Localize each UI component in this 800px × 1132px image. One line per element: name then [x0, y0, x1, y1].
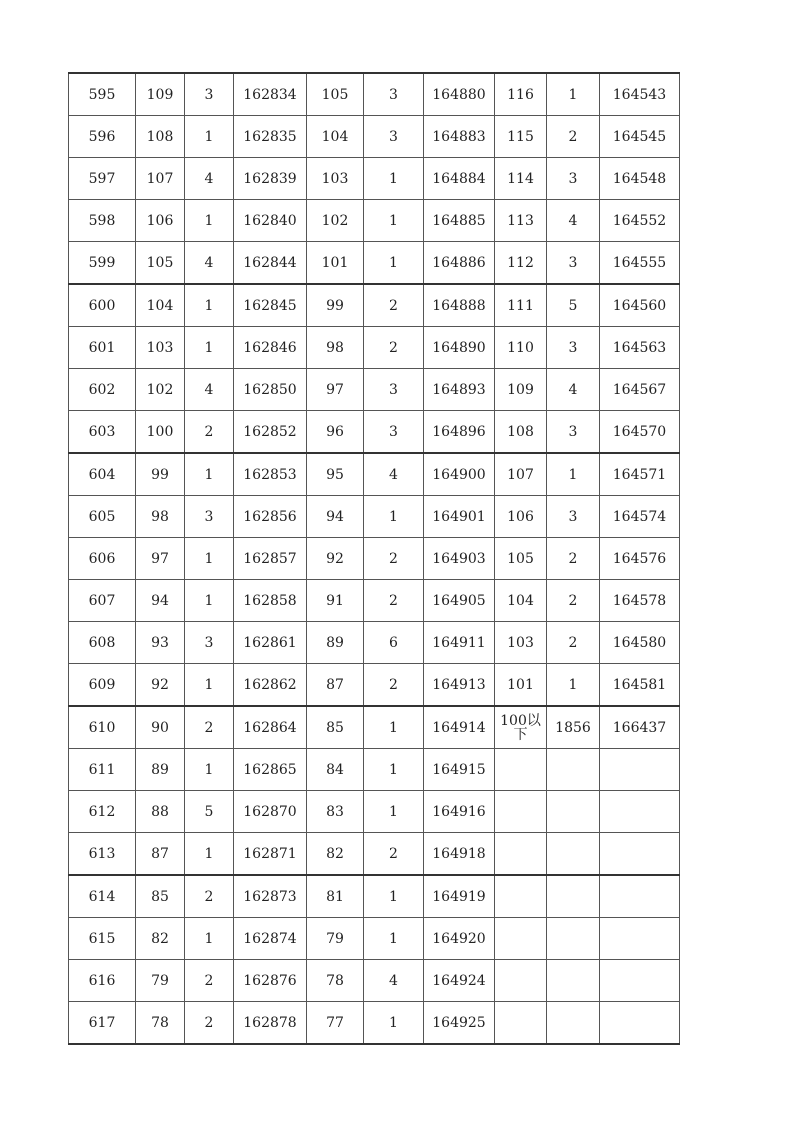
table-cell: 1 [185, 918, 234, 960]
table-cell: 613 [69, 833, 136, 876]
table-cell: 105 [307, 73, 364, 116]
table-cell: 166437 [600, 706, 680, 749]
table-cell [547, 749, 600, 791]
table-cell: 605 [69, 496, 136, 538]
table-cell: 164900 [424, 453, 495, 496]
table-body [69, 73, 680, 1044]
table-cell: 606 [69, 538, 136, 580]
table-row [69, 411, 680, 454]
table-row [69, 242, 680, 285]
table-cell: 4 [185, 242, 234, 285]
table-row [69, 200, 680, 242]
table-cell: 87 [136, 833, 185, 876]
table-cell: 106 [136, 200, 185, 242]
table-cell: 105 [495, 538, 547, 580]
table-cell: 1 [185, 580, 234, 622]
table-cell: 97 [136, 538, 185, 580]
table-cell: 110 [495, 327, 547, 369]
table-cell: 2 [185, 411, 234, 454]
table-cell: 94 [136, 580, 185, 622]
table-cell: 79 [136, 960, 185, 1002]
table-cell: 614 [69, 875, 136, 918]
table-row [69, 875, 680, 918]
table-cell: 109 [136, 73, 185, 116]
table-cell: 164578 [600, 580, 680, 622]
table-row [69, 496, 680, 538]
table-cell: 164884 [424, 158, 495, 200]
table-cell: 103 [307, 158, 364, 200]
table-cell: 596 [69, 116, 136, 158]
table-cell [495, 749, 547, 791]
table-cell: 96 [307, 411, 364, 454]
table-cell: 162870 [234, 791, 307, 833]
table-cell: 3 [185, 496, 234, 538]
table-cell: 4 [185, 158, 234, 200]
table-cell: 115 [495, 116, 547, 158]
table-row [69, 622, 680, 664]
table-cell: 1 [547, 73, 600, 116]
table-cell [600, 918, 680, 960]
table-cell: 91 [307, 580, 364, 622]
table-cell: 77 [307, 1002, 364, 1045]
table-cell: 164885 [424, 200, 495, 242]
table-cell: 3 [185, 622, 234, 664]
table-cell: 109 [495, 369, 547, 411]
table-cell: 1 [185, 453, 234, 496]
table-cell: 600 [69, 284, 136, 327]
table-row [69, 664, 680, 707]
table-cell [547, 960, 600, 1002]
table-cell: 162878 [234, 1002, 307, 1045]
table-cell: 162873 [234, 875, 307, 918]
table-cell [547, 1002, 600, 1045]
table-cell: 98 [136, 496, 185, 538]
table-cell: 162857 [234, 538, 307, 580]
table-cell: 164925 [424, 1002, 495, 1045]
table-cell: 1 [364, 1002, 424, 1045]
table-cell: 101 [307, 242, 364, 285]
table-cell: 2 [364, 327, 424, 369]
table-cell: 2 [364, 580, 424, 622]
table-cell: 3 [364, 369, 424, 411]
table-cell: 5 [547, 284, 600, 327]
table-cell: 164581 [600, 664, 680, 707]
table-cell: 97 [307, 369, 364, 411]
table-cell: 162834 [234, 73, 307, 116]
table-cell: 98 [307, 327, 364, 369]
table-cell: 89 [307, 622, 364, 664]
table-cell: 1 [185, 538, 234, 580]
table-cell: 615 [69, 918, 136, 960]
table-cell: 4 [364, 960, 424, 1002]
table-cell: 90 [136, 706, 185, 749]
table-cell: 164570 [600, 411, 680, 454]
table-cell: 164903 [424, 538, 495, 580]
table-cell: 164545 [600, 116, 680, 158]
table-cell: 3 [364, 116, 424, 158]
table-cell: 100 [136, 411, 185, 454]
table-row [69, 580, 680, 622]
table-row [69, 284, 680, 327]
table-cell: 162839 [234, 158, 307, 200]
table-cell: 100以下 [495, 706, 547, 749]
table-row [69, 73, 680, 116]
table-cell: 2 [185, 875, 234, 918]
table-cell [495, 1002, 547, 1045]
table-cell: 104 [136, 284, 185, 327]
table-row [69, 960, 680, 1002]
table-cell: 101 [495, 664, 547, 707]
table-cell: 82 [307, 833, 364, 876]
table-cell: 162845 [234, 284, 307, 327]
table-cell: 2 [364, 538, 424, 580]
table-cell: 597 [69, 158, 136, 200]
table-cell: 78 [136, 1002, 185, 1045]
table-cell: 1 [364, 200, 424, 242]
table-cell: 2 [185, 1002, 234, 1045]
table-cell: 162876 [234, 960, 307, 1002]
table-cell: 162861 [234, 622, 307, 664]
table-row [69, 369, 680, 411]
table-cell [495, 875, 547, 918]
table-cell: 1 [547, 664, 600, 707]
table-cell: 2 [185, 706, 234, 749]
table-cell: 1 [364, 706, 424, 749]
table-cell: 162874 [234, 918, 307, 960]
table-cell: 164916 [424, 791, 495, 833]
table-cell: 162853 [234, 453, 307, 496]
table-cell: 107 [136, 158, 185, 200]
table-cell: 595 [69, 73, 136, 116]
table-cell: 164888 [424, 284, 495, 327]
table-cell: 102 [307, 200, 364, 242]
table-cell: 92 [136, 664, 185, 707]
table-cell: 611 [69, 749, 136, 791]
table-cell [495, 833, 547, 876]
table-cell: 105 [136, 242, 185, 285]
table-cell: 164574 [600, 496, 680, 538]
table-cell: 2 [364, 284, 424, 327]
table-cell: 164563 [600, 327, 680, 369]
table-cell: 162835 [234, 116, 307, 158]
table-cell: 162852 [234, 411, 307, 454]
table-cell: 598 [69, 200, 136, 242]
table-cell: 3 [364, 411, 424, 454]
table-cell: 3 [185, 73, 234, 116]
table-cell: 2 [364, 833, 424, 876]
table-cell: 93 [136, 622, 185, 664]
table-cell: 84 [307, 749, 364, 791]
table-cell: 85 [136, 875, 185, 918]
table-cell: 94 [307, 496, 364, 538]
table-cell: 1 [185, 664, 234, 707]
table-cell: 162864 [234, 706, 307, 749]
table-cell: 108 [495, 411, 547, 454]
table-cell [495, 918, 547, 960]
table-cell: 164893 [424, 369, 495, 411]
table-cell [600, 749, 680, 791]
table-cell: 164905 [424, 580, 495, 622]
table-cell: 609 [69, 664, 136, 707]
table-row [69, 706, 680, 749]
table-row [69, 791, 680, 833]
table-cell: 164896 [424, 411, 495, 454]
table-cell: 164886 [424, 242, 495, 285]
table-cell: 103 [495, 622, 547, 664]
table-cell: 608 [69, 622, 136, 664]
table-cell: 79 [307, 918, 364, 960]
table-cell: 104 [307, 116, 364, 158]
table-cell: 2 [547, 538, 600, 580]
table-cell: 164883 [424, 116, 495, 158]
table-row [69, 749, 680, 791]
table-cell: 164914 [424, 706, 495, 749]
table-cell: 1 [364, 875, 424, 918]
table-cell: 81 [307, 875, 364, 918]
table-cell: 1 [364, 242, 424, 285]
table-cell: 103 [136, 327, 185, 369]
table-cell: 2 [547, 580, 600, 622]
table-cell: 162865 [234, 749, 307, 791]
table-cell: 610 [69, 706, 136, 749]
table-row [69, 833, 680, 876]
table-cell: 88 [136, 791, 185, 833]
table-cell: 162871 [234, 833, 307, 876]
table-cell: 87 [307, 664, 364, 707]
table-cell: 2 [185, 960, 234, 1002]
table-cell: 4 [547, 200, 600, 242]
table-cell: 164552 [600, 200, 680, 242]
table-cell: 616 [69, 960, 136, 1002]
table-cell [547, 791, 600, 833]
table-row [69, 918, 680, 960]
table-cell: 599 [69, 242, 136, 285]
table-cell: 164880 [424, 73, 495, 116]
table-cell: 2 [547, 116, 600, 158]
table-cell: 99 [136, 453, 185, 496]
table-cell [600, 833, 680, 876]
table-cell: 2 [547, 622, 600, 664]
table-cell: 604 [69, 453, 136, 496]
table-cell: 3 [547, 158, 600, 200]
table-cell: 164571 [600, 453, 680, 496]
table-cell: 602 [69, 369, 136, 411]
table-cell: 164548 [600, 158, 680, 200]
table-cell: 102 [136, 369, 185, 411]
table-cell: 162856 [234, 496, 307, 538]
table-cell: 89 [136, 749, 185, 791]
table-cell: 617 [69, 1002, 136, 1045]
table-cell: 83 [307, 791, 364, 833]
table-cell: 164580 [600, 622, 680, 664]
table-cell: 113 [495, 200, 547, 242]
table-cell: 4 [364, 453, 424, 496]
table-cell: 111 [495, 284, 547, 327]
table-cell: 164567 [600, 369, 680, 411]
table-cell: 164555 [600, 242, 680, 285]
table-cell: 3 [547, 327, 600, 369]
table-cell: 114 [495, 158, 547, 200]
table-row [69, 1002, 680, 1045]
table-cell: 1 [364, 918, 424, 960]
table-cell: 1 [364, 158, 424, 200]
table-cell: 6 [364, 622, 424, 664]
table-cell: 162858 [234, 580, 307, 622]
table-cell: 601 [69, 327, 136, 369]
table-cell: 106 [495, 496, 547, 538]
table-cell: 99 [307, 284, 364, 327]
table-cell: 1 [547, 453, 600, 496]
table-cell: 1 [185, 200, 234, 242]
table-cell: 164918 [424, 833, 495, 876]
score-distribution-table [68, 72, 680, 1045]
table-cell: 164924 [424, 960, 495, 1002]
table-cell: 164890 [424, 327, 495, 369]
table-cell: 164543 [600, 73, 680, 116]
table-cell: 78 [307, 960, 364, 1002]
table-cell: 1 [185, 116, 234, 158]
table-cell: 164913 [424, 664, 495, 707]
table-cell: 2 [364, 664, 424, 707]
table-cell: 607 [69, 580, 136, 622]
table-row [69, 327, 680, 369]
table-cell: 85 [307, 706, 364, 749]
table-cell: 164911 [424, 622, 495, 664]
table-cell [600, 875, 680, 918]
table-cell: 603 [69, 411, 136, 454]
table-cell: 164915 [424, 749, 495, 791]
table-cell [495, 791, 547, 833]
table-cell: 164576 [600, 538, 680, 580]
table-cell [600, 791, 680, 833]
table-cell [600, 1002, 680, 1045]
table-cell: 3 [364, 73, 424, 116]
table-row [69, 453, 680, 496]
table-cell: 112 [495, 242, 547, 285]
table-cell: 3 [547, 496, 600, 538]
table-cell: 1856 [547, 706, 600, 749]
table-cell: 1 [185, 327, 234, 369]
table-cell: 5 [185, 791, 234, 833]
table-row [69, 116, 680, 158]
table-cell: 1 [364, 496, 424, 538]
table-cell: 3 [547, 242, 600, 285]
table-cell [600, 960, 680, 1002]
table-cell: 4 [547, 369, 600, 411]
table-cell: 162846 [234, 327, 307, 369]
table-cell: 1 [185, 284, 234, 327]
table-cell [547, 918, 600, 960]
table-cell: 104 [495, 580, 547, 622]
table-cell: 3 [547, 411, 600, 454]
table-cell: 1 [364, 749, 424, 791]
table-cell: 162862 [234, 664, 307, 707]
table-cell: 1 [185, 833, 234, 876]
table-cell: 108 [136, 116, 185, 158]
table-cell: 612 [69, 791, 136, 833]
table-cell: 107 [495, 453, 547, 496]
table-cell: 164560 [600, 284, 680, 327]
table-cell: 116 [495, 73, 547, 116]
table-cell: 92 [307, 538, 364, 580]
table-row [69, 538, 680, 580]
table-cell: 162840 [234, 200, 307, 242]
table-cell: 82 [136, 918, 185, 960]
table-cell: 162850 [234, 369, 307, 411]
table-row [69, 158, 680, 200]
table-cell [495, 960, 547, 1002]
table-cell [547, 833, 600, 876]
table-cell [547, 875, 600, 918]
table-cell: 164920 [424, 918, 495, 960]
table-cell: 1 [185, 749, 234, 791]
table-cell: 95 [307, 453, 364, 496]
table-cell: 162844 [234, 242, 307, 285]
table-cell: 4 [185, 369, 234, 411]
table-cell: 1 [364, 791, 424, 833]
table-cell: 164901 [424, 496, 495, 538]
table-cell: 164919 [424, 875, 495, 918]
